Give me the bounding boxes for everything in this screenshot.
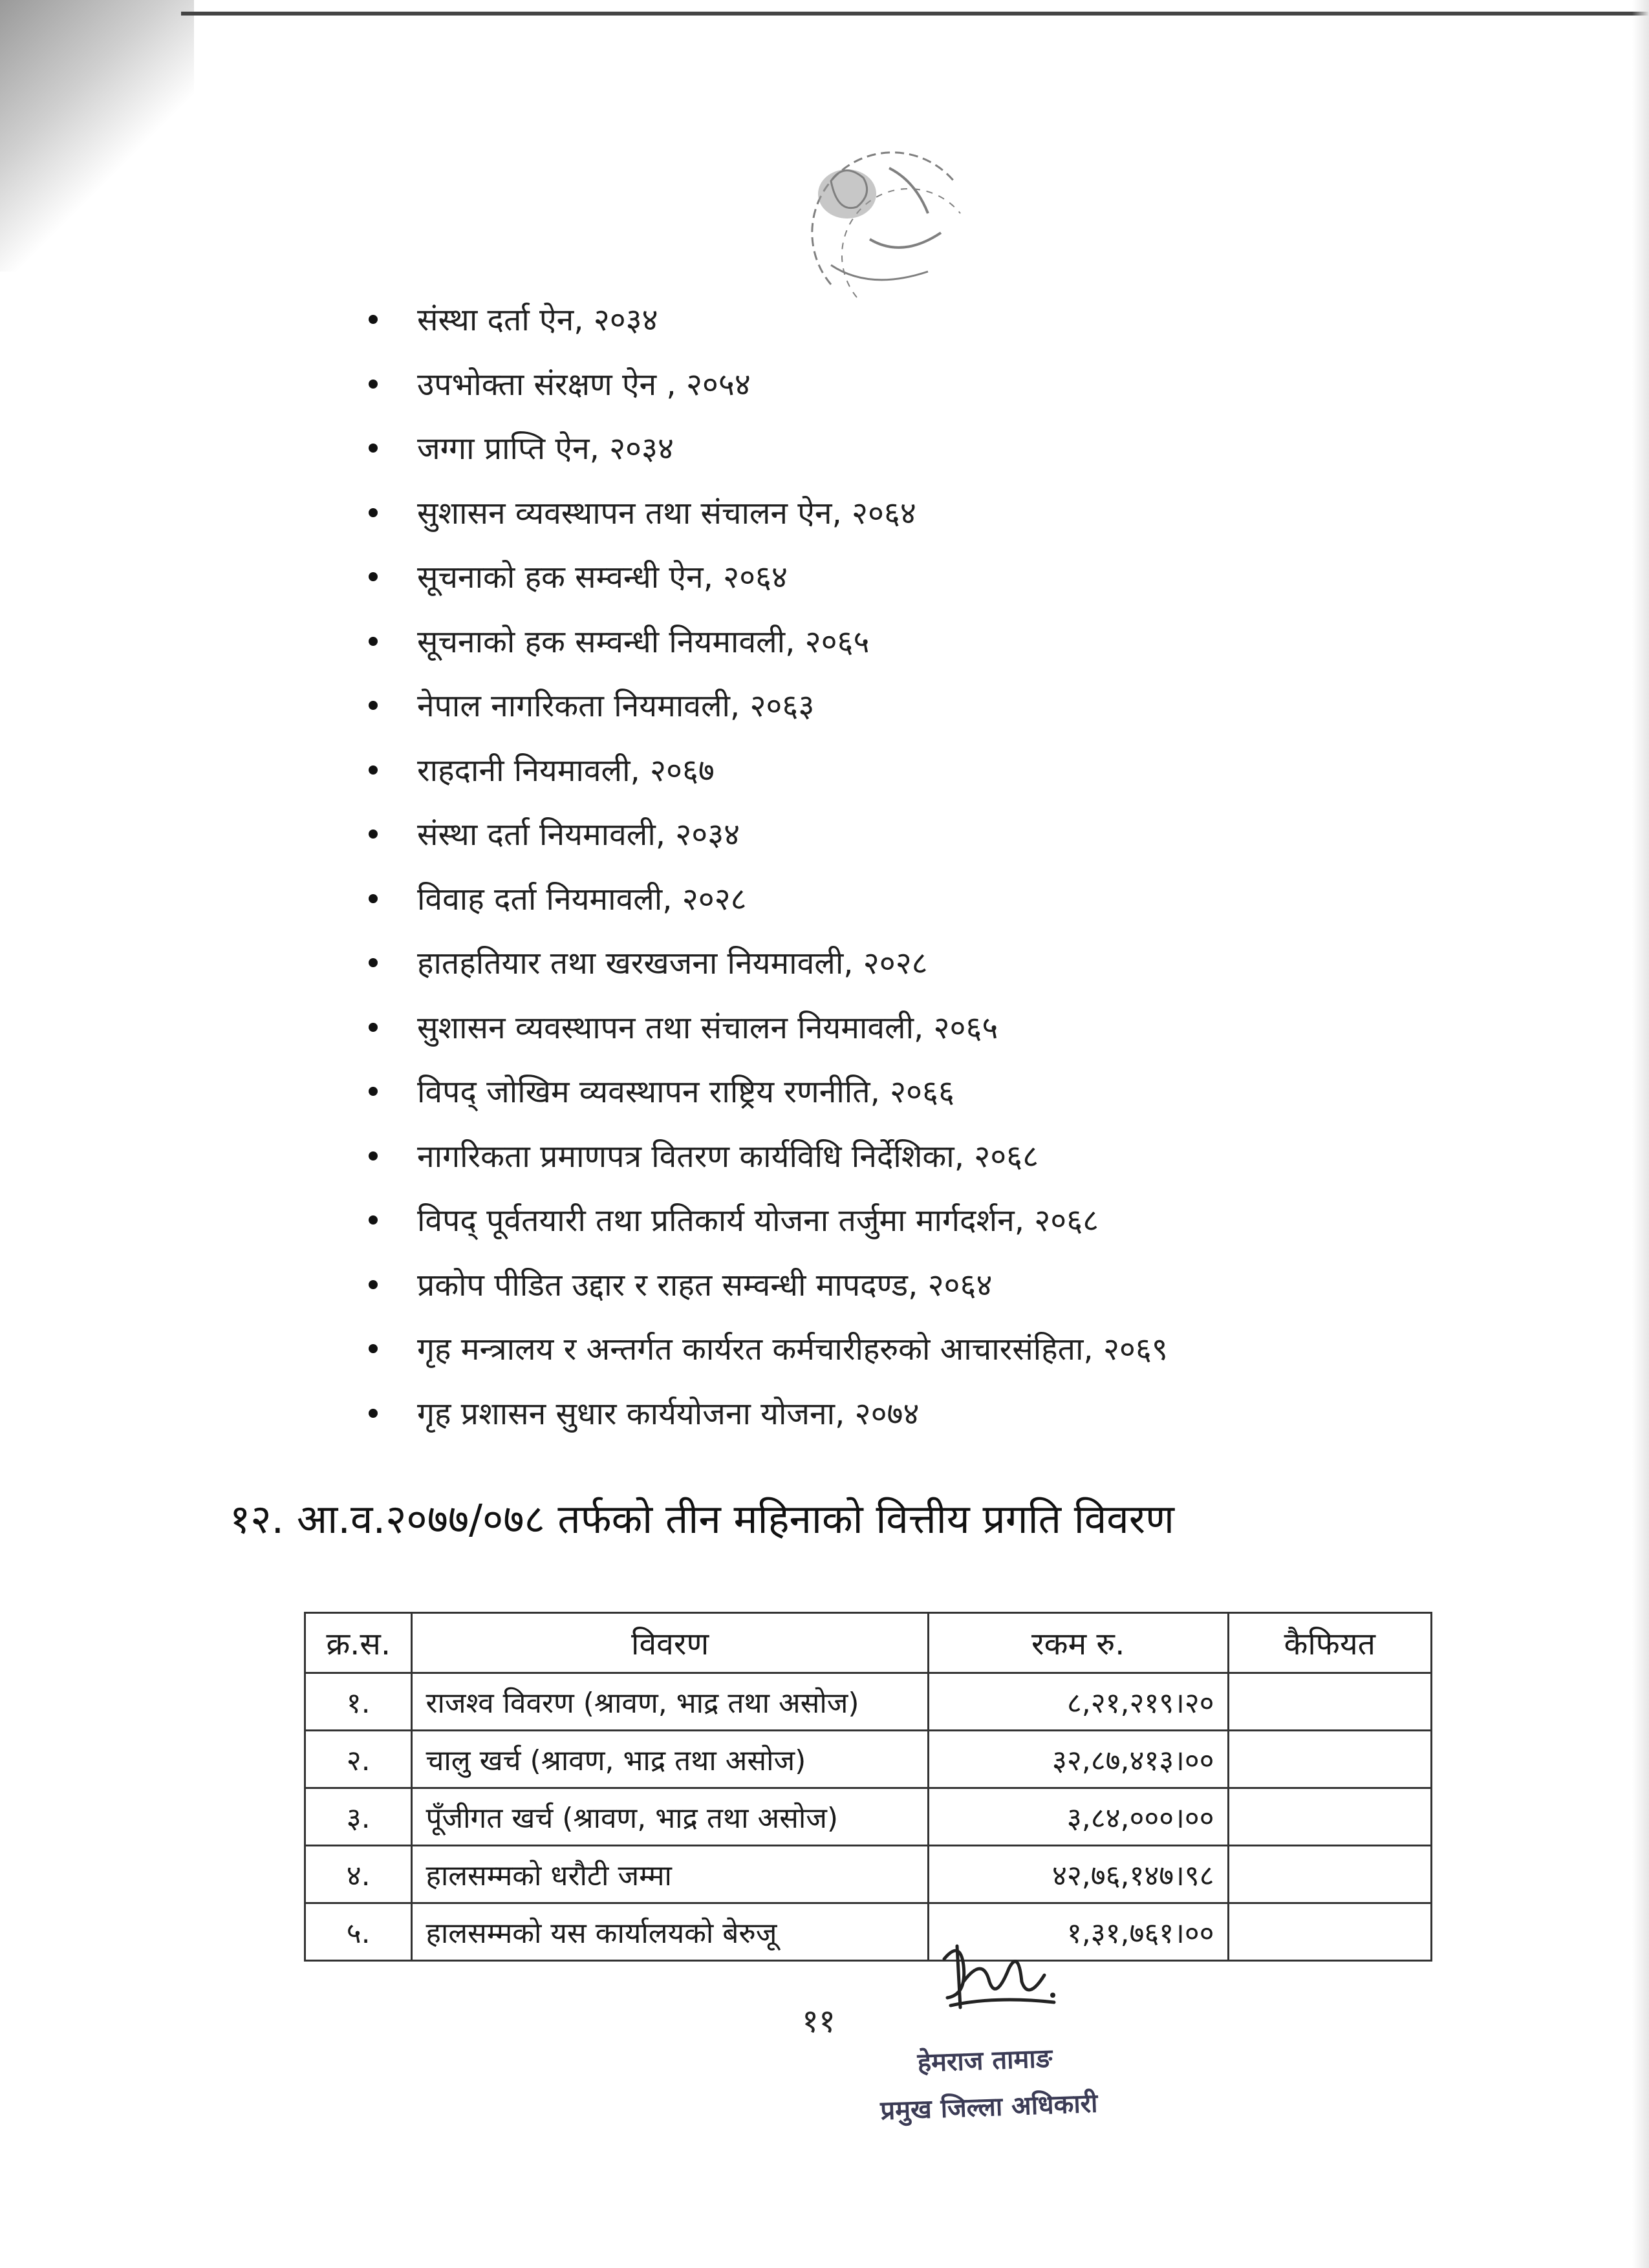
header-remarks: कैफियत: [1228, 1613, 1431, 1673]
list-item: [359, 1195, 1458, 1259]
cell-description: हालसम्मको यस कार्यालयको बेरुजू: [412, 1903, 928, 1961]
list-item: [359, 423, 1458, 487]
act-title: संस्था दर्ता नियमावली, २०३४: [417, 817, 740, 853]
stamp-name: हेमराज तामाङ: [917, 2043, 1053, 2079]
cell-description: राजश्व विवरण (श्रावण, भाद्र तथा असोज): [412, 1673, 928, 1731]
cell-amount: ४२,७६,१४७।९८: [928, 1846, 1228, 1903]
act-title: विपद् पूर्वतयारी तथा प्रतिकार्य योजना तर्जुमा मार्गदर्शन, २०६८: [417, 1203, 1099, 1239]
act-title: सुशासन व्यवस्थापन तथा संचालन ऐन, २०६४: [417, 495, 916, 531]
bullet-icon: [369, 701, 378, 710]
bullet-icon: [369, 444, 378, 453]
bullet-icon: [369, 1215, 378, 1225]
stamp-designation: प्रमुख जिल्ला अधिकारी: [879, 2088, 1099, 2126]
table-row: [305, 1788, 1432, 1846]
bullet-icon: [369, 1280, 378, 1289]
list-item: [359, 359, 1458, 423]
scan-top-edge: [181, 12, 1649, 16]
scan-edge-shadow: [0, 0, 194, 272]
list-item: [359, 1323, 1458, 1388]
cell-amount: १,३१,७६१।००: [928, 1903, 1228, 1961]
list-item: [359, 809, 1458, 873]
act-title: सुशासन व्यवस्थापन तथा संचालन नियमावली, २०६५: [417, 1009, 998, 1046]
cell-description: चालु खर्च (श्रावण, भाद्र तथा असोज): [412, 1731, 928, 1788]
act-title: जग्गा प्राप्ति ऐन, २०३४: [417, 431, 674, 467]
cell-amount: ३,८४,०००।००: [928, 1788, 1228, 1846]
bullet-icon: [369, 1151, 378, 1161]
act-title: नागरिकता प्रमाणपत्र वितरण कार्यविधि निर्देशिका, २०६८: [417, 1138, 1039, 1175]
cell-remarks: [1228, 1731, 1431, 1788]
act-title: राहदानी नियमावली, २०६७: [417, 752, 715, 789]
list-item: [359, 551, 1458, 616]
list-item: [359, 1002, 1458, 1067]
list-item: [359, 1131, 1458, 1195]
list-item: [359, 487, 1458, 552]
signature-icon: [938, 1933, 1061, 2017]
cell-serial: ३.: [305, 1788, 412, 1846]
cell-description: पूँजीगत खर्च (श्रावण, भाद्र तथा असोज): [412, 1788, 928, 1846]
financial-progress-table: [304, 1612, 1432, 1962]
list-item: [359, 873, 1458, 938]
table-row: [305, 1846, 1432, 1903]
table-row: [305, 1903, 1432, 1961]
bullet-icon: [369, 315, 378, 324]
act-title: उपभोक्ता संरक्षण ऐन , २०५४: [417, 366, 751, 403]
header-serial: क्र.स.: [305, 1613, 412, 1673]
cell-remarks: [1228, 1673, 1431, 1731]
bullet-icon: [369, 894, 378, 903]
act-title: गृह प्रशासन सुधार कार्ययोजना योजना, २०७४: [417, 1395, 920, 1432]
cell-serial: १.: [305, 1673, 412, 1731]
cell-remarks: [1228, 1903, 1431, 1961]
header-amount: रकम रु.: [928, 1613, 1228, 1673]
bullet-icon: [369, 958, 378, 967]
cell-description: हालसम्मको धरौटी जम्मा: [412, 1846, 928, 1903]
scan-right-edge: [1632, 0, 1649, 2268]
section-title: १२. आ.व.२०७७/०७८ तर्फको तीन महिनाको वित्तीय प्रगति विवरण: [230, 1495, 1174, 1543]
bullet-icon: [369, 765, 378, 775]
bullet-icon: [369, 829, 378, 839]
list-item: [359, 616, 1458, 681]
bullet-icon: [369, 380, 378, 389]
act-title: गृह मन्त्रालय र अन्तर्गत कार्यरत कर्मचारीहरुको आचारसंहिता, २०६९: [417, 1331, 1168, 1367]
bullet-icon: [369, 1409, 378, 1418]
act-title: नेपाल नागरिकता नियमावली, २०६३: [417, 688, 815, 724]
cell-serial: २.: [305, 1731, 412, 1788]
bullet-icon: [369, 572, 378, 581]
cell-serial: ५.: [305, 1903, 412, 1961]
list-item: [359, 294, 1458, 359]
office-seal-icon: [792, 142, 980, 317]
list-item: [359, 745, 1458, 809]
header-description: विवरण: [412, 1613, 928, 1673]
bullet-icon: [369, 637, 378, 646]
table-row: [305, 1731, 1432, 1788]
act-title: संस्था दर्ता ऐन, २०३४: [417, 302, 658, 338]
bullet-icon: [369, 1023, 378, 1032]
act-title: हातहतियार तथा खरखजना नियमावली, २०२८: [417, 945, 928, 981]
list-item: [359, 680, 1458, 745]
act-title: विवाह दर्ता नियमावली, २०२८: [417, 881, 747, 917]
bullet-icon: [369, 1087, 378, 1096]
cell-serial: ४.: [305, 1846, 412, 1903]
cell-remarks: [1228, 1788, 1431, 1846]
act-title: विपद् जोखिम व्यवस्थापन राष्ट्रिय रणनीति, २०६६: [417, 1074, 954, 1110]
list-item: [359, 1388, 1458, 1453]
bullet-icon: [369, 1344, 378, 1353]
list-item: [359, 937, 1458, 1002]
table-header-row: [305, 1613, 1432, 1673]
acts-list: [359, 294, 1458, 1452]
list-item: [359, 1066, 1458, 1131]
act-title: प्रकोप पीडित उद्दार र राहत सम्वन्धी मापदण्ड, २०६४: [417, 1267, 993, 1303]
list-item: [359, 1259, 1458, 1324]
cell-amount: ८,२१,२१९।२०: [928, 1673, 1228, 1731]
official-stamp: [878, 2032, 1153, 2135]
table-row: [305, 1673, 1432, 1731]
page-number: ११: [802, 2002, 835, 2040]
act-title: सूचनाको हक सम्वन्धी नियमावली, २०६५: [417, 623, 870, 660]
act-title: सूचनाको हक सम्वन्धी ऐन, २०६४: [417, 559, 788, 595]
cell-amount: ३२,८७,४१३।००: [928, 1731, 1228, 1788]
bullet-icon: [369, 508, 378, 517]
cell-remarks: [1228, 1846, 1431, 1903]
